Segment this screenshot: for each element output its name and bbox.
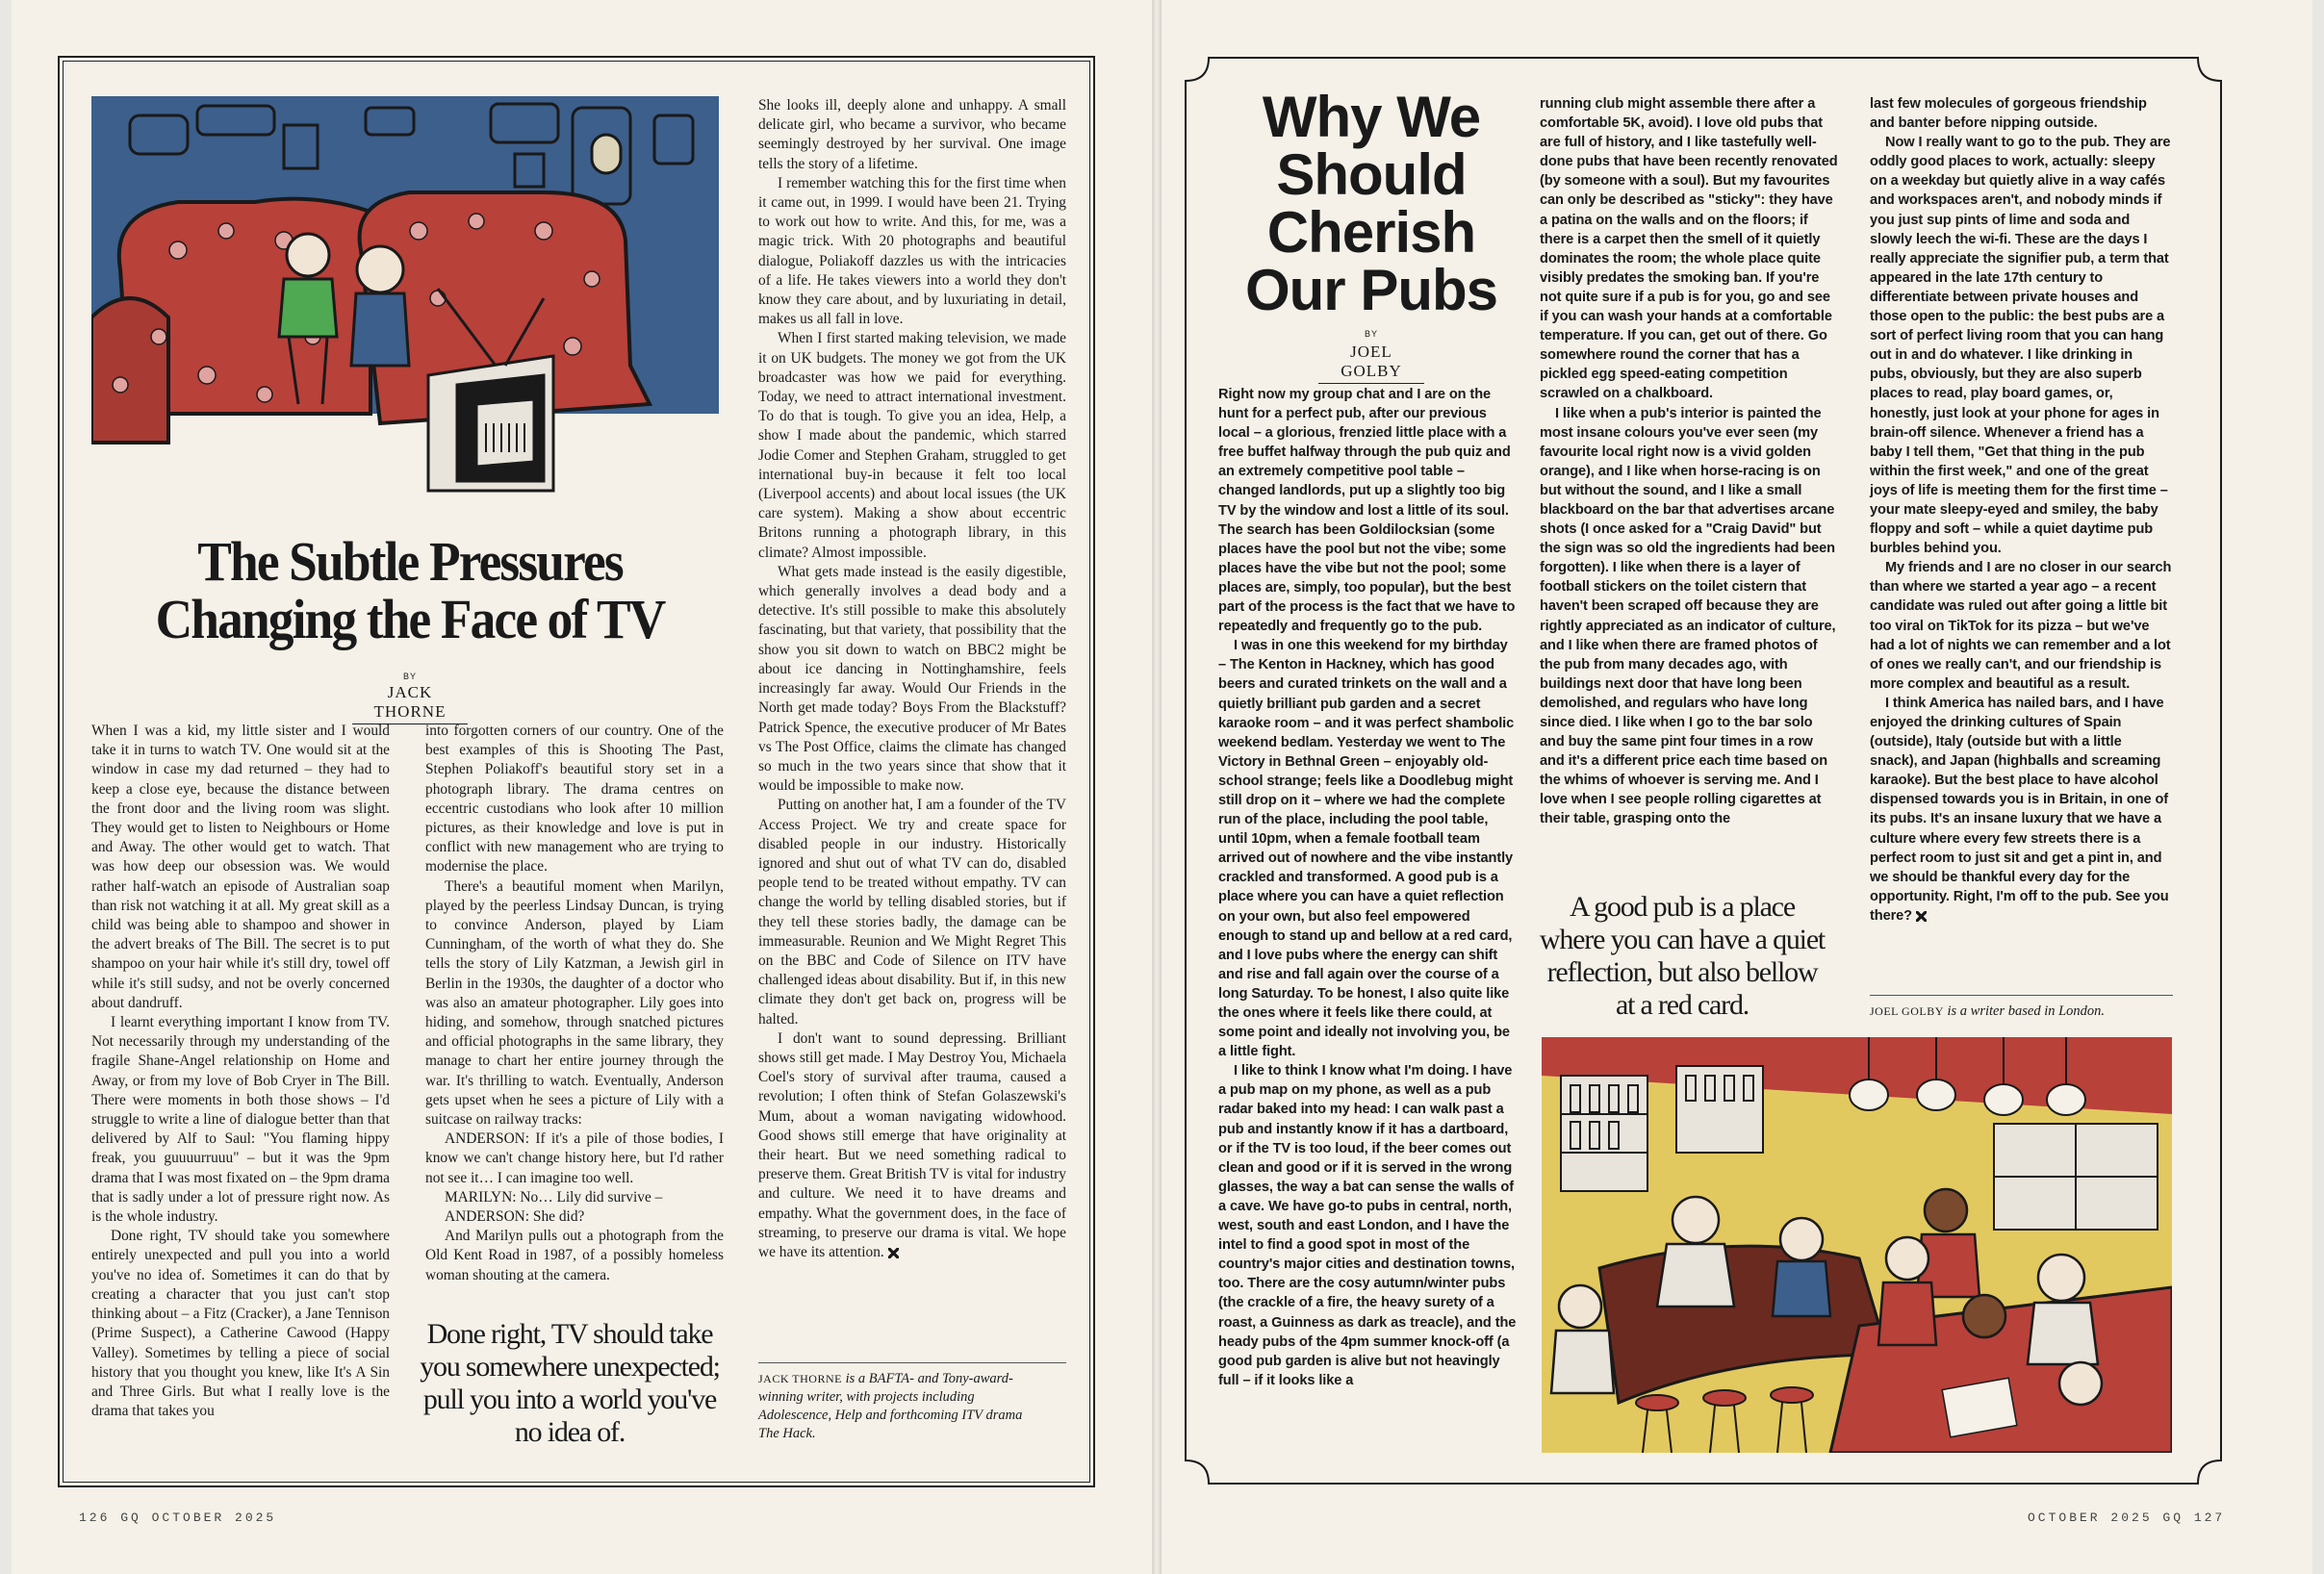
- right-col3-para-2: Now I really want to go to the pub. They are oddly good places to work, actually: sleepy on a weekday but quietly alive in a way cafés and workspaces aren't, and nobody minds if you just sup pints of lime and soda and slowly leech the wi-fi. These are the days I really appreciate the signifier pub, a term that appeared in the late 17th century to differentiate between private houses and those open to the public: the best pubs are a sort of perfect living room that you can hang out in and do whatever. I like drinking in pubs, obviously, but they are also superb places to read, play board games, or, honestly, just look at your phone for ages in brain-off silence. Whenever a friend has a baby I tell them, "Get that thing in the pub within the first week," and one of the great joys of life is meeting them for the first time – your mate sleepy-eyed and smiley, the baby floppy and soft – while a quiet daytime pub burbles behind you.: [1870, 135, 2171, 557]
- right-pullquote: A good pub is a place where you can have a quiet reflection, but also bellow at a red card.: [1539, 891, 1826, 1021]
- right-col1-para-3: I like to think I know what I'm doing. I have a pub map on my phone, as well as a pub radar baked into my head: I can walk past a pub and instantly know if it has a dartboard, or if the TV is too loud, if the beer comes out clean and good or if it is served in the wrong glasses, the way a bat can sense the walls of a cave. We have go-to pubs in central, north, west, south and east London, and I have the intel to find a good spot in most of the country's major cities and destination towns, too. There are the cosy autumn/winter pubs (the crackle of a fire, the heavy surety of a roast, a Guinness as dark as treacle), and the heady pubs of the 4pm summer knock-off (a good pub garden is alive but not heavingly full – if it looks like a: [1218, 1063, 1517, 1388]
- right-bio-name: JOEL GOLBY: [1870, 1004, 1944, 1018]
- left-pullquote: Done right, TV should take you somewhere unexpected; pull you into a world you've no idea of.: [420, 1318, 720, 1448]
- right-col1-para-1: Right now my group chat and I are on the hunt for a perfect pub, after our previous local – a glorious, frenzied little place with a free buffet halfway through the pub quiz and an extremely competitive pool table – changed landlords, put up a slightly too big TV by the window and lost a little of its soul. The search has been Goldilocksian (some places have the pool but not the vibe; some places have the vibe but not the pool; some places are, simply, too popular), but the best part of the process is the fact that we have to repeatedly and frequently go to the pub.: [1218, 387, 1516, 635]
- end-mark-icon: [1916, 911, 1927, 922]
- end-mark-icon: [888, 1248, 899, 1258]
- right-headline: Why We Should Cherish Our Pubs: [1244, 85, 1498, 322]
- left-author-byline: JACK THORNE: [352, 683, 468, 724]
- tv-illustration: [91, 96, 719, 502]
- right-column-1: [1218, 385, 1517, 1390]
- right-col3-para-3: My friends and I are no closer in our search than where we started a year ago – a recent candidate was ruled out after going a little bit too viral on TikTok for its pizza – but we've had a lot of nights we can remember and a lot of ones we really can't, and our friendship is more complex and beautiful as a result.: [1870, 560, 2172, 692]
- left-col3-para-5: Putting on another hat, I am a founder of the TV Access Project. We try and create space for disabled people in our industry. Historically ignored and shut out of what TV can do, disabled people tend to be treated without empathy. TV can change the world by telling disabled stories, but if they tell these stories badly, the damage can be immeasurable. Reunion and We Might Regret This on the BBC and Code of Silence on ITV have challenged ideas about disability. But if, in this new climate they don't get back on, progress will be halted.: [758, 797, 1066, 1028]
- pub-illustration: [1542, 1037, 2172, 1453]
- right-author-byline: JOEL GOLBY: [1318, 343, 1424, 384]
- right-column-2: [1540, 94, 1838, 829]
- left-col3-para-2: I remember watching this for the first time when it came out, in 1999. I would have been 21. Trying to work out how to write. And this, for me, was a magic trick. With 20 photographs and beautiful dialogue, Poliakoff dazzles us with the intricacies of a life. He takes viewers into a world they don't know they care about, and by luxuriating in detail, makes us all fall in love.: [758, 174, 1066, 328]
- right-page: [1162, 0, 2312, 1574]
- left-col3-para-4: What gets made instead is the easily digestible, which generally involves a dead body and a detective. It's still possible to make this absolutely fascinating, but that variety, that possibility that the show you sit down to watch on BBC2 might be about ice dancing in Nottinghamshire, feels increasingly far away. Would Our Friends in the North get made today? Boys From the Blackstuff? Patrick Spence, the executive producer of Mr Bates vs The Post Office, claims the climate has changed so much in the two years since that show that it would be impossible to make now.: [758, 563, 1066, 795]
- left-author-bio: [758, 1370, 1037, 1443]
- right-by-label: BY: [1364, 329, 1378, 339]
- spine-gutter: [1152, 0, 1162, 1574]
- left-col2-para-2: There's a beautiful moment when Marilyn, played by the peerless Lindsay Duncan, is trying to convince Anderson, played by Liam Cunningham, of the worth of what they do. She tells the story of Lily Katzman, a Jewish girl in Berlin in the 1930s, the daughter of a doctor who was also an amateur photographer. Lily goes into hiding, and somehow, through snatched pictures and official photographs in the same library, they manage to chart her entire journey through the war. It's thrilling to watch. Eventually, Anderson gets upset when he sees a picture of Lily with a suitcase on railway tracks:: [425, 877, 724, 1129]
- right-column-3: [1870, 94, 2173, 926]
- left-column-2: [425, 722, 724, 1285]
- right-bio-text: is a writer based in London.: [1947, 1003, 2106, 1019]
- left-col1-para-1: When I was a kid, my little sister and I would take it in turns to watch TV. One would sit at the window in case my dad returned – they had to keep a close eye, because the distance between the front door and the living room was slight. They would get to listen to Neighbours or Home and Away. The other would get to watch. That was how deep our obsession was. We would rather half-watch an episode of Australian soap than risk not watching it at all. My great skill as a child was being able to shampoo and shower in the advert breaks of The Bill. The secret is to put shampoo on your hair while it's still dry, towel off while it's still sudsy, and not be overly concerned about dandruff.: [91, 723, 390, 1011]
- right-folio: OCTOBER 2025 GQ 127: [2028, 1511, 2226, 1525]
- left-col2-para-3: ANDERSON: If it's a pile of those bodies, I know we can't change history here, but I'd rather not see it… I can imagine too well.: [425, 1130, 724, 1186]
- left-bio-rule: [758, 1362, 1066, 1363]
- left-article-frame: [58, 56, 1095, 1487]
- left-col2-para-1: into forgotten corners of our country. One of the best examples of this is Shooting The Past, Stephen Poliakoff's beautiful story set in a photograph library. The drama centres on eccentric custodians who look after 10 million pictures, as their knowledge and love is put in conflict with new management who are trying to modernise the place.: [425, 723, 724, 876]
- right-article-frame: [1184, 56, 2223, 1485]
- left-bio-name: JACK THORNE: [758, 1372, 842, 1385]
- left-col2-para-4: MARILYN: No… Lily did survive –: [445, 1188, 663, 1206]
- left-headline: The Subtle Pressures Changing the Face of TV: [155, 530, 665, 650]
- left-by-label: BY: [402, 672, 417, 681]
- right-author-bio: [1870, 1003, 2173, 1021]
- right-col2-para-1: running club might assemble there after a comfortable 5K, avoid). I love old pubs that are full of history, and I like tastefully well-done pubs that have been recently renovated (by someone with a soul). But my favourites can only be described as "sticky": they have a patina on the walls and on the floors; if there is a carpet then the smell of it quietly dominates the room; the whole place quite visibly predates the smoking ban. If you're not quite sure if a pub is for you, go and see if you can wash your hands at a comfortable temperature. If you can, get out of there. Go somewhere round the corner that has a pickled egg speed-eating competition scrawled on a chalkboard.: [1540, 96, 1838, 402]
- left-col1-para-3: Done right, TV should take you somewhere entirely unexpected and pull you into a world you've no idea of. Sometimes it can do that by creating a character that you just can't stop thinking about – a Fitz (Cracker), a Jane Tennison (Prime Suspect), a Catherine Cawood (Happy Valley). Sometimes by telling a piece of social history that you thought you knew, like It's A Sin and Three Girls. But what I really love is the drama that takes you: [91, 1228, 390, 1420]
- left-col1-para-2: I learnt everything important I know from TV. Not necessarily through my understanding of the fragile Shane-Angel relationship on Home and Away, or from my love of Bob Cryer in The Bill. There were moments in both those shows – I'd struggle to write a line of dialogue better than that delivered by Alf to Saul: "You flaming hippy freak, you guuuurruuu" – but it was the 9pm drama that I was most fixated on – the 9pm drama that is sadly under a lot of pressure right now. As is the whole industry.: [91, 1014, 390, 1226]
- left-col2-para-6: And Marilyn pulls out a photograph from the Old Kent Road in 1987, of a possibly homeless woman shouting at the camera.: [425, 1228, 724, 1283]
- left-column-3: [758, 96, 1066, 1262]
- left-col2-para-5: ANDERSON: She did?: [445, 1208, 585, 1226]
- left-column-1: [91, 722, 390, 1421]
- right-col3-para-4: I think America has nailed bars, and I have enjoyed the drinking cultures of Spain (outside), Italy (outside but with a little snack), and Japan (highballs and screaming karaoke). But the best place to have alcohol dispensed towards you is in Britain, in one of its pubs. It's an insane luxury that we have a culture where every few streets there is a perfect room to just sit and get a pint in, and we should be thankful every day for the opportunity. Right, I'm off to the pub. See you there?: [1870, 695, 2169, 924]
- left-col3-para-6: I don't want to sound depressing. Brilliant shows still get made. I May Destroy You, Michaela Coel's story of survival after trauma, caused a revolution; I often think of Stefan Golaszewski's Mum, about a woman navigating widowhood. Good shows still emerge that have originality at their heart. But we need something radical to preserve them. Great British TV is vital for industry and culture. We need it to have dreams and empathy. What the government does, in the face of streaming, to preserve our drama is vital. We hope we have its attention.: [758, 1029, 1066, 1260]
- left-col3-para-1: She looks ill, deeply alone and unhappy. A small delicate girl, who became a survivor, who became seemingly destroyed by her survival. One image tells the story of a lifetime.: [758, 97, 1066, 172]
- right-col2-para-2: I like when a pub's interior is painted the most insane colours you've ever seen (my favourite local right now is a vivid golden orange), and I like when horse-racing is on but without the sound, and I like a small blackboard on the bar that advertises arcane shots (I once asked for a "Craig David" but the sign was so old the ingredients had been forgotten). I like when there is a layer of football stickers on the toilet cistern that haven't been scraped off because they are rightly appreciated as an indicator of culture, and I like when there are framed photos of the pub from many decades ago, with buildings next door that have long been demolished, and regulars who have long since died. I like when I go to the bar solo and buy the same pint four times in a row and it's a different price each time based on the whims of whoever is serving me. And I love when I see people rolling cigarettes at their table, grasping onto the: [1540, 405, 1836, 827]
- right-bio-rule: [1870, 995, 2173, 996]
- right-col1-para-2: I was in one this weekend for my birthday – The Kenton in Hackney, which has good beers and curated trinkets on the wall and a quietly brilliant pub garden and a secret karaoke room – and it was perfect shambolic weekend bedlam. Yesterday we went to The Victory in Bethnal Green – enjoyably old-school strange; feels like a Doodlebug might still drop on it – where we had the complete run of the place, including the pool table, until 10pm, when a female football team arrived out of nowhere and the vibe instantly crackled and transformed. A good pub is a place where you can have a quiet reflection on your own, but also feel empowered enough to stand up and bellow at a red card, and I love pubs where the energy can shift and rise and fall again over the course of a long Saturday. To be honest, I also quite like the ones where it feels like there could, at some point and ideally not involving you, be a little fight.: [1218, 638, 1515, 1060]
- left-page: [12, 0, 1152, 1574]
- left-folio: 126 GQ OCTOBER 2025: [79, 1511, 277, 1525]
- right-col3-para-1: last few molecules of gorgeous friendship and banter before nipping outside.: [1870, 96, 2147, 132]
- left-col3-para-3: When I first started making television, we made it on UK budgets. The money we got from the UK broadcaster was how we paid for everything. Today, we need to attract international investment. To do that is tough. To give you an idea, Help, a show I made about the pandemic, which starred Jodie Comer and Stephen Graham, struggled to get international buy-in because it felt too local (Liverpool accents) and about local issues (the UK care system). Making a show about eccentric Britons running a photograph library, in this climate? Almost impossible.: [758, 330, 1066, 561]
- left-bio-text: is a BAFTA- and Tony-award-winning writer, with projects including Adolescence, Help and forthcoming ITV drama The Hack.: [758, 1371, 1023, 1441]
